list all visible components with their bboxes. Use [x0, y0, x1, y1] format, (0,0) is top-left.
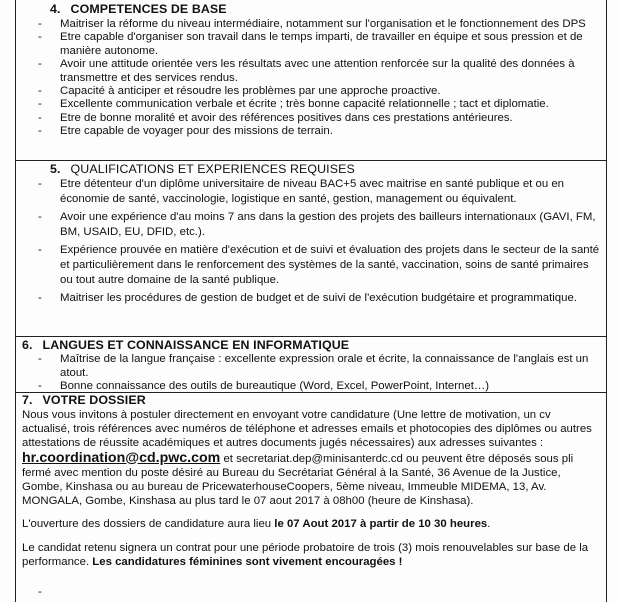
list-item: - Capacité à anticiper et résoudre les problèmes par une approche proactive. — [16, 85, 606, 98]
list-item: - Maîtrise de la langue française : excellente expression orale et écrite, la connaissance de l'anglais est un atout. — [16, 353, 606, 380]
list-item: - Maitriser les procédures de gestion de budget et de suivi de l'exécution budgétaire et programmatique. — [16, 291, 606, 306]
competences-list — [16, 18, 606, 139]
langues-list — [16, 353, 606, 394]
qualifications-list — [16, 177, 606, 306]
application-text-continued: et secretariat.dep@minisanterdc.cd ou peuvent être déposés sous pli fermé avec mention du poste désiré au Bureau du Secrétariat Général à la Santé, 36 Avenue de la Justice, Gombe, Kinshasa ou au bureau de PricewaterhouseCoopers, 5ème niveau, Immeuble MIDEMA, 13, Av. MONGALA, Gombe, Kinshasa — [22, 452, 574, 508]
list-item: - Avoir une expérience d'au moins 7 ans dans la gestion des projets des bailleurs internationaux (GAVI, FM, BM, USAID, EU, DFID, etc.). — [16, 210, 606, 241]
opening-date: le 07 Aout 2017 à partir de 10 30 heures — [274, 518, 488, 531]
deadline-text: au plus tard le 07 aout 2017 à 08h00 (heure de Kinshasa). — [179, 495, 474, 508]
opening-paragraph — [22, 517, 598, 531]
dossier-body — [22, 408, 598, 569]
list-item: - Bonne connaissance des outils de bureautique (Word, Excel, PowerPoint, Internet…) — [16, 380, 606, 394]
email-link[interactable]: hr.coordination@cd.pwc.com — [22, 449, 221, 466]
section-5-heading — [50, 162, 355, 176]
section-7-heading — [22, 393, 146, 407]
section-qualifications — [15, 161, 607, 337]
section-6-heading — [22, 338, 349, 352]
section-4-number: 4. — [50, 2, 61, 16]
list-item: - Maitriser la réforme du niveau intermédiaire, notamment sur l'organisation et le fonctionnement des DPS — [16, 18, 606, 31]
section-4-title: COMPETENCES DE BASE — [70, 2, 227, 16]
encouragement-text: Les candidatures féminines sont vivement encouragées ! — [92, 555, 403, 568]
section-7-title: VOTRE DOSSIER — [42, 393, 146, 407]
opening-text: L'ouverture des dossiers de candidature aura lieu — [22, 518, 275, 531]
opening-text-end: . — [487, 518, 491, 531]
list-item: - Etre capable de voyager pour des missions de terrain. — [16, 125, 606, 138]
list-item: - Etre capable d'organiser son travail dans le temps imparti, de travailler en équipe et sous pression et de manière autonome. — [16, 31, 606, 58]
section-5-title: QUALIFICATIONS ET EXPERIENCES REQUISES — [70, 162, 355, 176]
list-item: - Avoir une attitude orientée vers les résultats avec une attention renforcée sur la qualité des données à transmettre et des services rendus. — [16, 58, 606, 85]
section-dossier — [15, 393, 607, 602]
list-item: - Etre de bonne moralité et avoir des références positives dans ces prestations antérieures. — [16, 112, 606, 125]
contract-text: Le candidat retenu signera un contrat pour une période probatoire de trois (3) mois renouvelables sur base de la performance. — [22, 541, 589, 568]
contract-paragraph — [22, 541, 598, 569]
section-6-title: LANGUES ET CONNAISSANCE EN INFORMATIQUE — [42, 338, 350, 352]
section-7-number: 7. — [22, 393, 33, 407]
application-paragraph — [22, 408, 598, 508]
trailing-dash: - — [38, 586, 42, 598]
section-langues — [15, 337, 607, 393]
application-text: Nous vous invitons à postuler directement en envoyant votre candidature (Une lettre de motivation, un cv actualisé, trois références avec numéros de téléphone et adresses emails et photocopies des diplômes ou autres attestations de réussite académiques et autres documents jugés nécessaires) aux adresses suivantes : — [22, 409, 592, 450]
list-item: - Excellente communication verbale et écrite ; très bonne capacité relationnelle ; tact et diplomatie. — [16, 98, 606, 111]
section-6-number: 6. — [22, 338, 33, 352]
section-5-number: 5. — [50, 162, 61, 176]
section-4-heading — [50, 2, 227, 16]
list-item: - Etre détenteur d'un diplôme universitaire de niveau BAC+5 avec maitrise en santé publique et ou en économie de santé, vaccinologie, logistique en santé, gestion, management ou équivalent. — [16, 177, 606, 208]
section-competences — [15, 0, 607, 161]
list-item: - Expérience prouvée en matière d'exécution et de suivi et évaluation des projets dans le secteur de la santé et particulièrement dans le renforcement des systèmes de la santé, vaccination, soins de santé primaires ou tout autre domaine de la santé publique. — [16, 243, 606, 289]
